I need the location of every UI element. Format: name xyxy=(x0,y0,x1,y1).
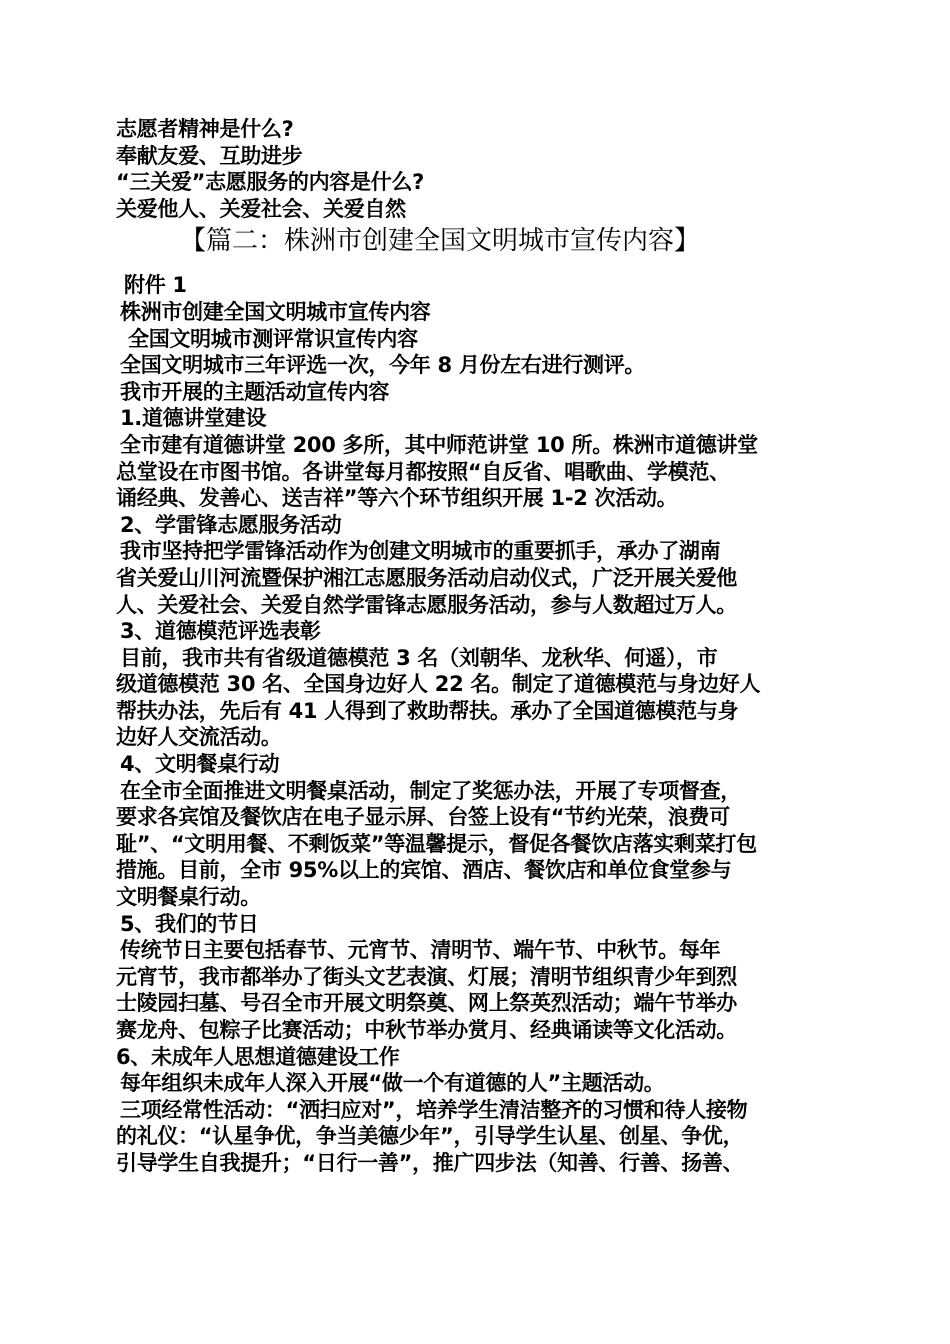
item-heading-1: 1.道德讲堂建设 xyxy=(120,406,267,431)
paragraph-line: 措施。目前，全市 95%以上的宾馆、酒店、餐饮店和单位食堂参与 xyxy=(116,858,732,883)
paragraph-line: 每年组织未成年人深入开展“做一个有道德的人”主题活动。 xyxy=(120,1071,665,1096)
subheading-evaluation-knowledge: 全国文明城市测评常识宣传内容 xyxy=(128,326,418,351)
document-heading: 株洲市创建全国文明城市宣传内容 xyxy=(120,299,431,324)
paragraph-line: 在全市全面推进文明餐桌活动，制定了奖惩办法，开展了专项督查， xyxy=(120,778,741,803)
paragraph-line: 传统节日主要包括春节、元宵节、清明节、端午节、中秋节。每年 xyxy=(120,938,721,963)
paragraph-line: 元宵节，我市都举办了街头文艺表演、灯展；清明节组织青少年到烈 xyxy=(116,964,737,989)
paragraph-line: 级道德模范 30 名、全国身边好人 22 名。制定了道德模范与身边好人 xyxy=(116,672,761,697)
paragraph-line: 帮扶办法，先后有 41 人得到了救助帮扶。承办了全国道德模范与身 xyxy=(116,698,739,723)
paragraph-line: 我市坚持把学雷锋活动作为创建文明城市的重要抓手，承办了湖南 xyxy=(120,539,721,564)
question-volunteer-spirit: 志愿者精神是什么? xyxy=(116,117,294,141)
answer-three-cares: 关爱他人、关爱社会、关爱自然 xyxy=(116,196,406,221)
paragraph-line: 人、关爱社会、关爱自然学雷锋志愿服务活动，参与人数超过万人。 xyxy=(116,592,737,617)
paragraph-line: 总堂设在市图书馆。各讲堂每月都按照“自反省、唱歌曲、学模范、 xyxy=(116,459,730,484)
item-heading-4: 4、文明餐桌行动 xyxy=(120,752,280,777)
paragraph-line: 边好人交流活动。 xyxy=(116,725,282,750)
paragraph-line: 赛龙舟、包粽子比赛活动；中秋节举办赏月、经典诵读等文化活动。 xyxy=(116,1018,737,1042)
paragraph-line: 全市建有道德讲堂 200 多所，其中师范讲堂 10 所。株洲市道德讲堂 xyxy=(120,432,758,457)
answer-volunteer-spirit: 奉献友爱、互助进步 xyxy=(116,143,303,168)
item-heading-6: 6、未成年人思想道德建设工作 xyxy=(116,1044,400,1069)
question-three-cares: “三关爱”志愿服务的内容是什么? xyxy=(116,170,424,195)
paragraph-line: 耻”、“文明用餐、不剩饭菜”等温馨提示，督促各餐饮店落实剩菜打包 xyxy=(116,831,757,856)
paragraph-line: 的礼仪：“认星争优，争当美德少年”，引导学生认星、创星、争优， xyxy=(116,1124,744,1149)
attachment-label: 附件 1 xyxy=(124,273,187,298)
paragraph-line: 全国文明城市三年评选一次，今年 8 月份左右进行测评。 xyxy=(120,353,646,378)
document-page xyxy=(116,116,840,1177)
section-title: 【篇二：株洲市创建全国文明城市宣传内容】 xyxy=(180,226,701,257)
item-heading-5: 5、我们的节日 xyxy=(120,911,259,936)
paragraph-line: 目前，我市共有省级道德模范 3 名（刘朝华、龙秋华、何遥），市 xyxy=(120,645,718,670)
item-heading-3: 3、道德模范评选表彰 xyxy=(120,619,321,644)
paragraph-line: 要求各宾馆及餐饮店在电子显示屏、台签上设有“节约光荣，浪费可 xyxy=(116,805,730,830)
paragraph-line: 引导学生自我提升；“日行一善”，推广四步法（知善、行善、扬善、 xyxy=(116,1150,744,1175)
paragraph-line: 三项经常性活动：“洒扫应对”，培养学生清洁整齐的习惯和待人接物 xyxy=(120,1097,748,1122)
paragraph-line: 诵经典、发善心、送吉祥”等六个环节组织开展 1-2 次活动。 xyxy=(116,486,678,511)
item-heading-2: 2、学雷锋志愿服务活动 xyxy=(120,512,342,537)
paragraph-line: 省关爱山川河流暨保护湘江志愿服务活动启动仪式，广泛开展关爱他 xyxy=(116,565,737,590)
paragraph-line: 士陵园扫墓、号召全市开展文明祭奠、网上祭英烈活动；端午节举办 xyxy=(116,991,737,1016)
paragraph-line: 文明餐桌行动。 xyxy=(116,885,261,910)
subheading-theme-activities: 我市开展的主题活动宣传内容 xyxy=(120,379,390,404)
